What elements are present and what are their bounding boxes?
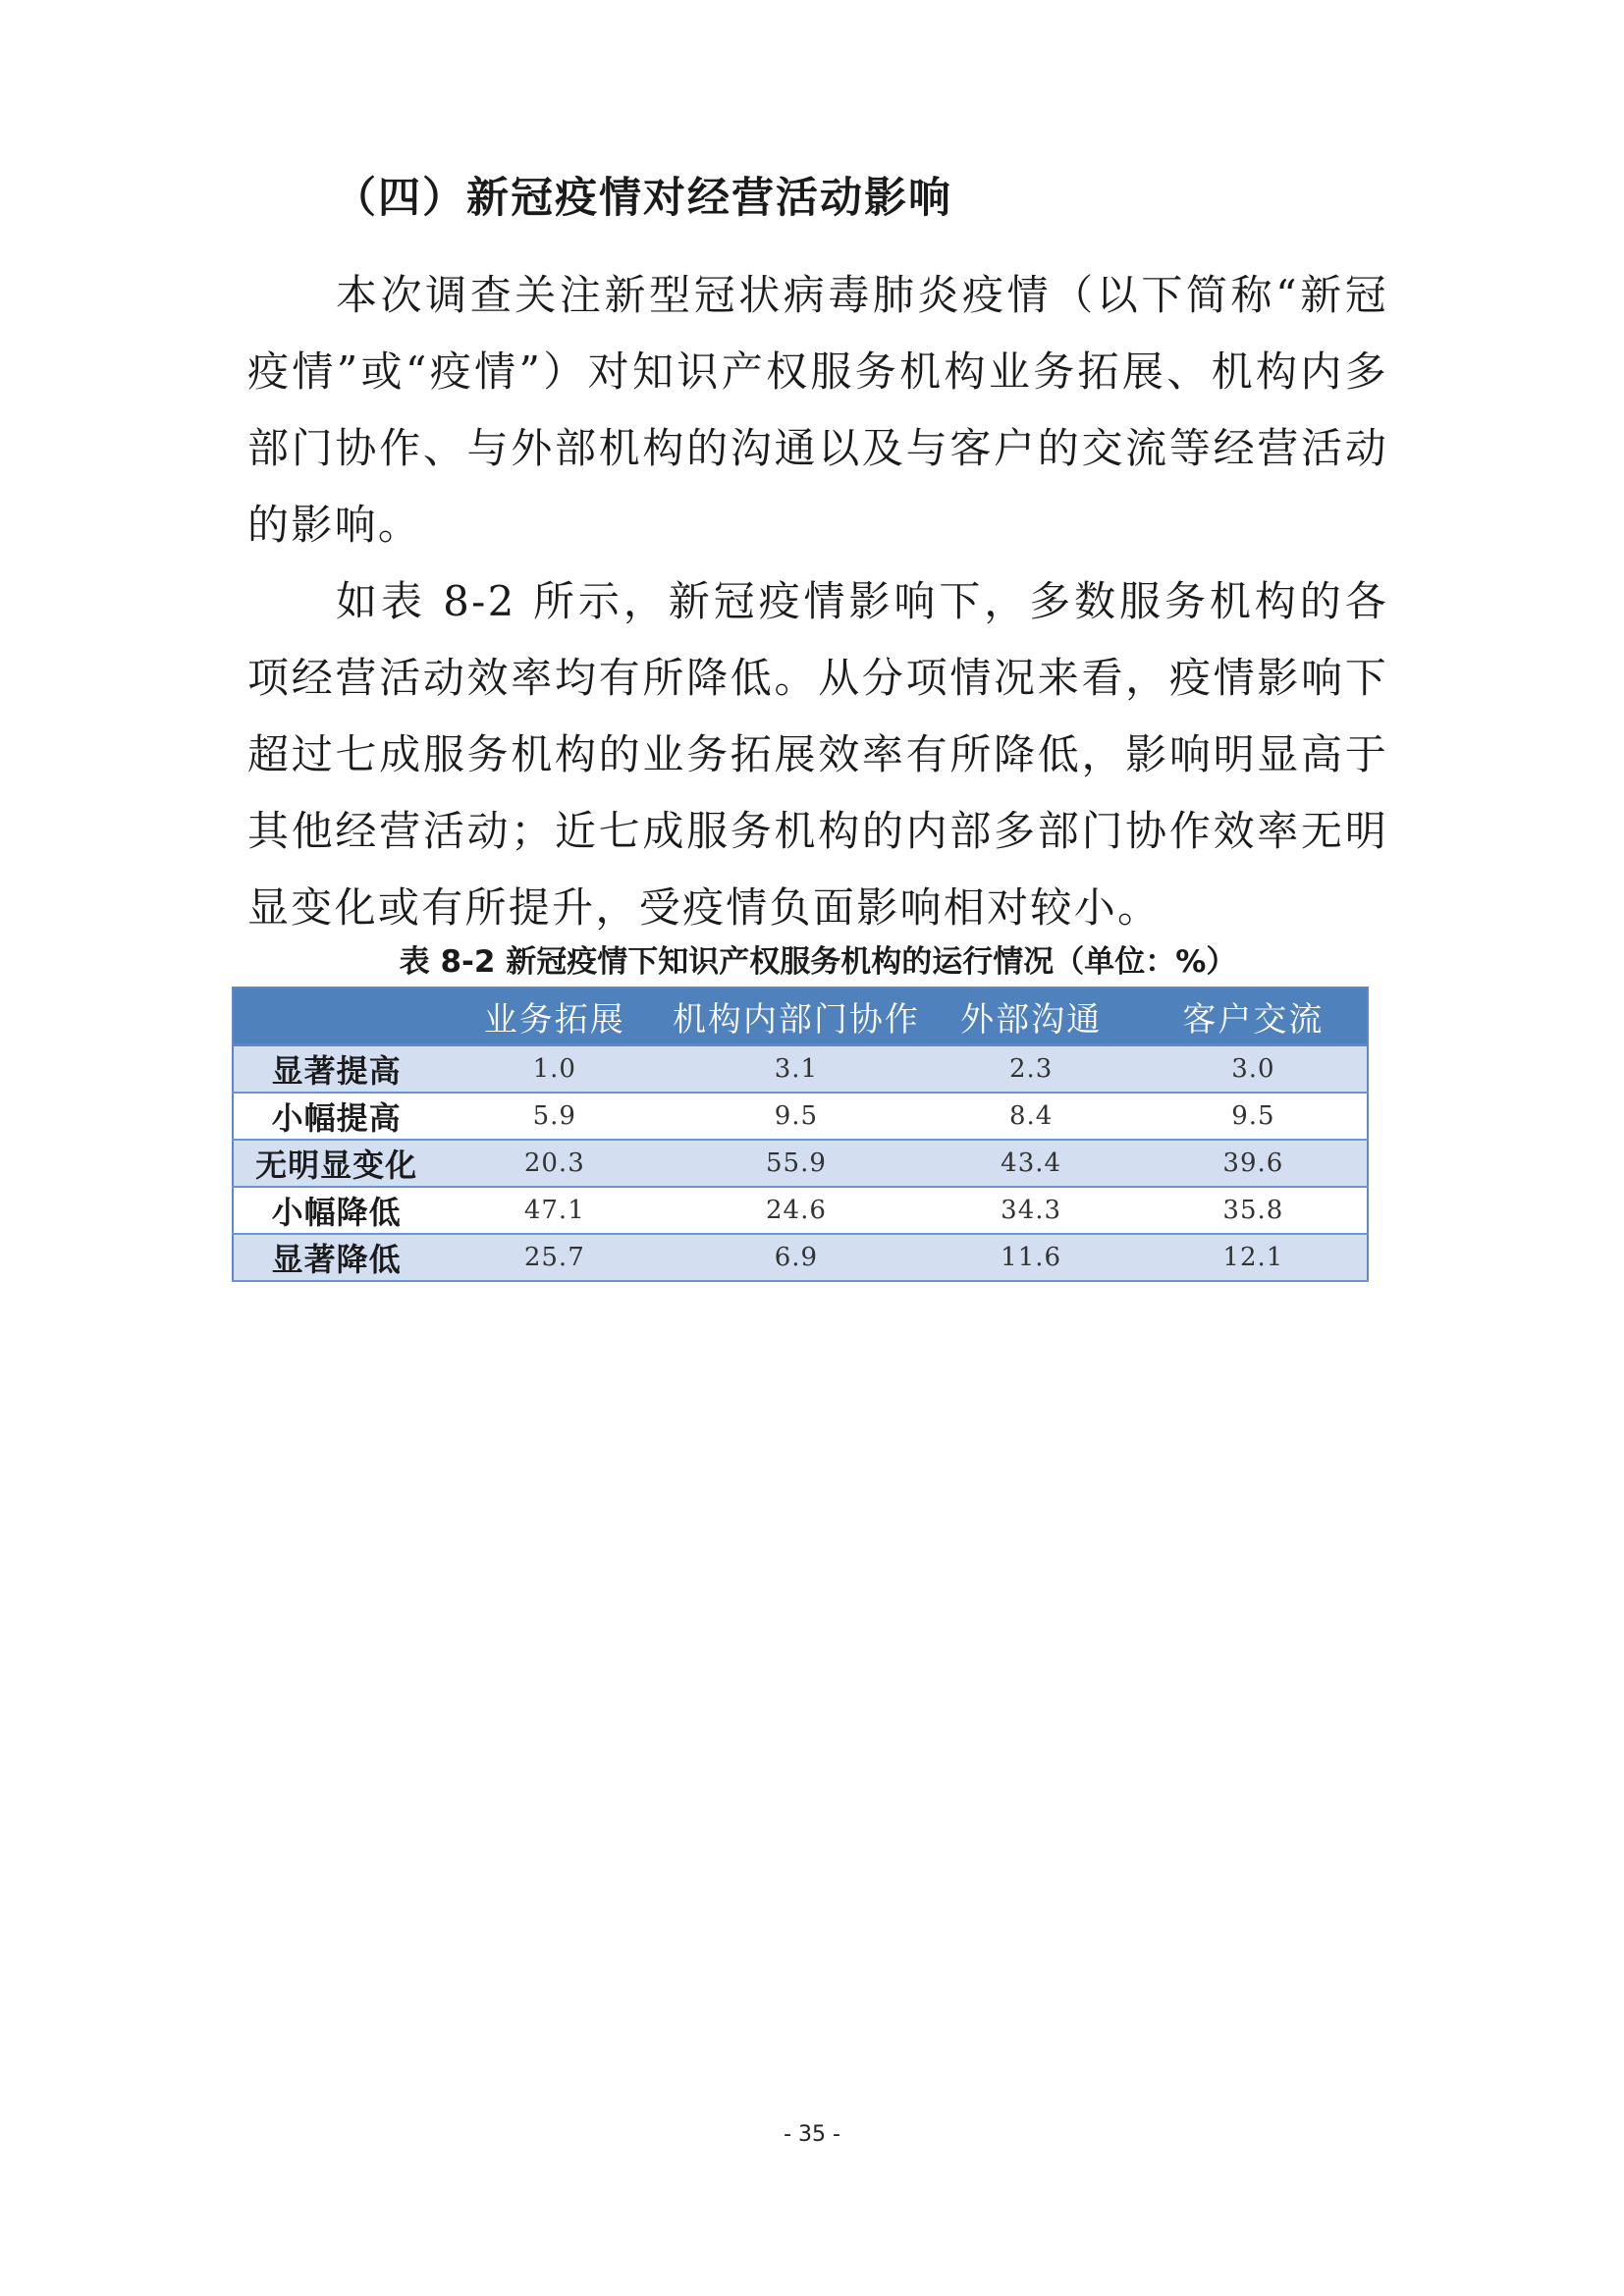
table-row: [233, 1093, 1368, 1140]
row-label: 显著降低: [233, 1234, 439, 1281]
column-header-client-exchange: 客户交流: [1140, 988, 1368, 1045]
table-row: [233, 1140, 1368, 1187]
column-header-external-communication: 外部沟通: [922, 988, 1139, 1045]
page-number: - 35 -: [784, 2122, 840, 2147]
row-label: 小幅提高: [233, 1093, 439, 1140]
table-cell: 47.1: [439, 1187, 670, 1234]
table-caption: 表 8-2 新冠疫情下知识产权服务机构的运行情况（单位：%）: [399, 944, 1237, 980]
table-header: [233, 988, 1368, 1045]
table-cell: 2.3: [922, 1045, 1139, 1094]
row-label: 小幅降低: [233, 1187, 439, 1234]
table-cell: 9.5: [1140, 1093, 1368, 1140]
operations-table: [232, 987, 1369, 1282]
table-cell: 24.6: [670, 1187, 922, 1234]
table-cell: 34.3: [922, 1187, 1139, 1234]
row-label: 显著提高: [233, 1045, 439, 1094]
table-header-row: [233, 988, 1368, 1045]
table-cell: 20.3: [439, 1140, 670, 1187]
table-cell: 12.1: [1140, 1234, 1368, 1281]
section-heading: （四）新冠疫情对经营活动影响: [334, 174, 952, 223]
table-row: [233, 1187, 1368, 1234]
table-cell: 55.9: [670, 1140, 922, 1187]
row-label: 无明显变化: [233, 1140, 439, 1187]
table-cell: 8.4: [922, 1093, 1139, 1140]
column-header-internal-collaboration: 机构内部门协作: [670, 988, 922, 1045]
table-cell: 25.7: [439, 1234, 670, 1281]
table-cell: 39.6: [1140, 1140, 1368, 1187]
table-cell: 1.0: [439, 1045, 670, 1094]
table-cell: 6.9: [670, 1234, 922, 1281]
table-cell: 43.4: [922, 1140, 1139, 1187]
table-cell: 11.6: [922, 1234, 1139, 1281]
column-header-business-expansion: 业务拓展: [439, 988, 670, 1045]
table-cell: 5.9: [439, 1093, 670, 1140]
table-body: [233, 1045, 1368, 1282]
table-cell: 3.0: [1140, 1045, 1368, 1094]
paragraph-intro: 本次调查关注新型冠状病毒肺炎疫情（以下简称“新冠疫情”或“疫情”）对知识产权服务机构业务拓展、机构内多部门协作、与外部机构的沟通以及与客户的交流等经营活动的影响。: [247, 271, 1388, 549]
table-corner-cell: [233, 988, 439, 1045]
table-cell: 3.1: [670, 1045, 922, 1094]
table-cell: 35.8: [1140, 1187, 1368, 1234]
table-row: [233, 1045, 1368, 1094]
paragraph-findings: 如表 8-2 所示，新冠疫情影响下，多数服务机构的各项经营活动效率均有所降低。从分项情况来看，疫情影响下超过七成服务机构的业务拓展效率有所降低，影响明显高于其他经营活动；近七成服务机构的内部多部门协作效率无明显变化或有所提升，受疫情负面影响相对较小。: [247, 577, 1388, 932]
table-cell: 9.5: [670, 1093, 922, 1140]
table-row: [233, 1234, 1368, 1281]
